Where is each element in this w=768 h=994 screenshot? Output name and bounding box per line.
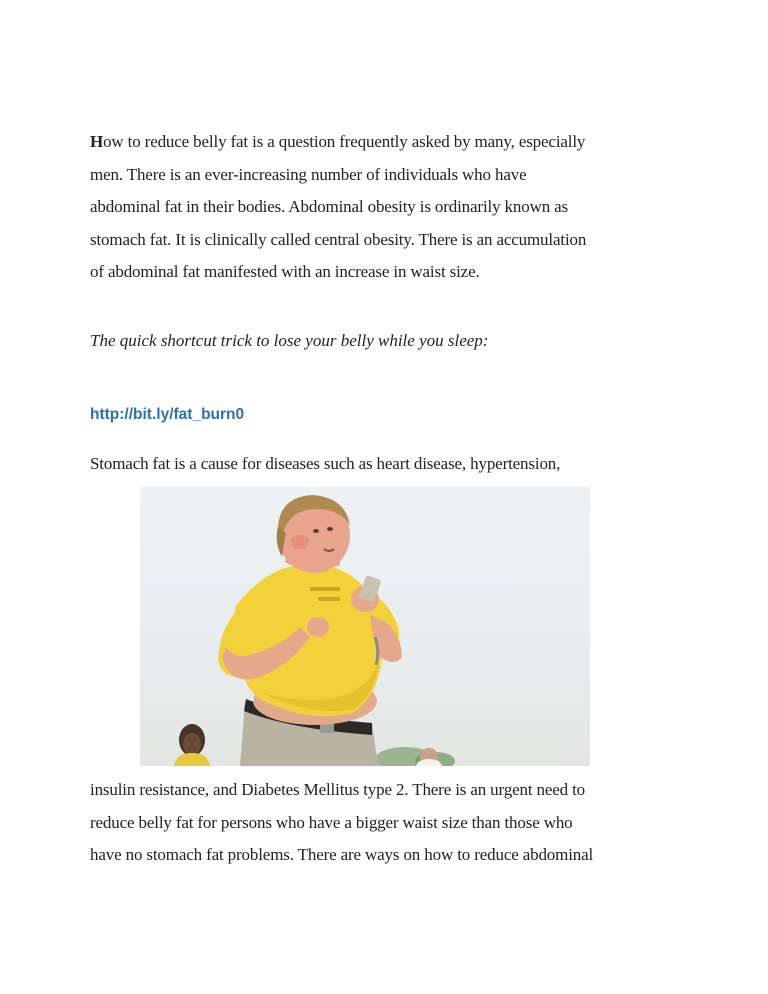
promo-text: The quick shortcut trick to lose your belly while you sleep: bbox=[90, 331, 489, 350]
intro-line-5: of abdominal fat manifested with an increase in waist size. bbox=[90, 262, 480, 281]
intro-line-4: stomach fat. It is clinically called central obesity. There is an accumulation bbox=[90, 229, 587, 249]
promo-link[interactable]: http://bit.ly/fat_burn0 bbox=[90, 406, 245, 423]
belly-fat-photo bbox=[140, 487, 590, 766]
intro-line-1: How to reduce belly fat is a question frequently asked by many, especially bbox=[90, 132, 586, 151]
intro-line-3: abdominal fat in their bodies. Abdominal obesity is ordinarily known as bbox=[90, 197, 569, 216]
post-image-line-1: insulin resistance, and Diabetes Mellitus type 2. There is an urgent need to bbox=[90, 780, 586, 799]
post-image-paragraph bbox=[90, 774, 690, 872]
post-image-line-2: reduce belly fat for persons who have a bigger waist size than those who bbox=[90, 812, 573, 832]
drop-initial: H bbox=[90, 132, 104, 151]
main-man bbox=[218, 495, 402, 766]
pre-image-line: Stomach fat is a cause for diseases such as heart disease, hypertension, bbox=[90, 454, 561, 473]
intro-line-2: men. There is an ever-increasing number of individuals who have bbox=[90, 164, 527, 184]
post-image-line-3: have no stomach fat problems. There are ways on how to reduce abdominal bbox=[90, 845, 594, 864]
background-person-left bbox=[174, 724, 210, 766]
intro-paragraph bbox=[90, 126, 690, 289]
